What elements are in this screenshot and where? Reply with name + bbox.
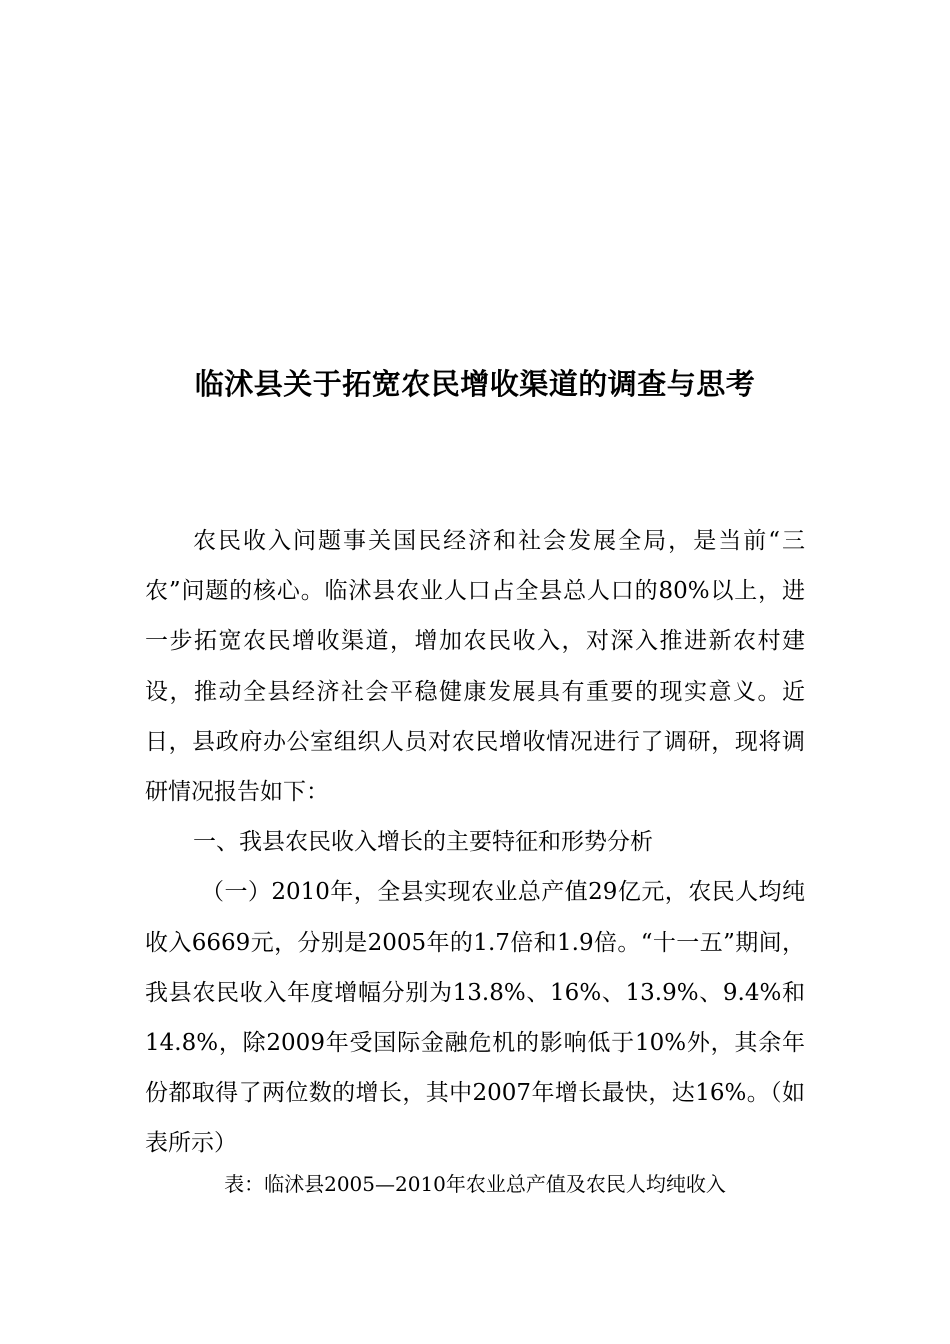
document-title: 临沭县关于拓宽农民增收渠道的调查与思考 (194, 367, 756, 401)
table-caption: 表：临沭县2005—2010年农业总产值及农民人均纯收入 (224, 1172, 726, 1196)
section-heading: 一、我县农民收入增长的主要特征和形势分析 (193, 829, 653, 856)
subsection-paragraph: （一）2010年，全县实现农业总产值29亿元，农民人均纯收入6669元，分别是2005年的1.7倍和1.9倍。“十一五”期间，我县农民收入年度增幅分别为13.8%、16%、13.9%、9.4%和14.8%，除2009年受国际金融危机的影响低于10%外，其余年份都取得了两位数的增长，其中2007年增长最快，达16%。（如表所示） (145, 879, 805, 1157)
intro-paragraph: 农民收入问题事关国民经济和社会发展全局，是当前“三农”问题的核心。临沭县农业人口占全县总人口的80%以上，进一步拓宽农民增收渠道，增加农民收入，对深入推进新农村建设，推动全县经济社会平稳健康发展具有重要的现实意义。近日，县政府办公室组织人员对农民增收情况进行了调研，现将调研情况报告如下： (145, 528, 805, 806)
document-body (145, 516, 805, 1169)
